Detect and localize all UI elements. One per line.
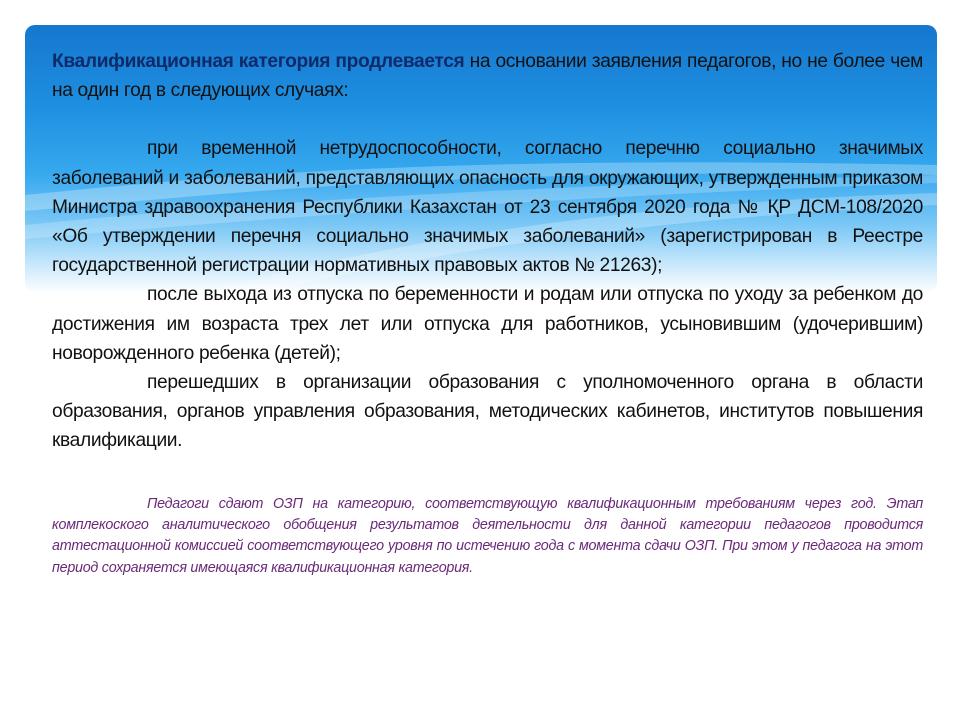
note-paragraph: Педагоги сдают ОЗП на категорию, соответствующую квалификационным требованиям через год. Этап комплекоского аналитического обобщения результатов деятельности для данной категории педагогов проводится аттестационной комиссией соответствующего уровня по истечению года с момента сдачи ОЗП. При этом у педагога на этот период сохраняется имеющаяся квалификационная категория. <box>52 495 923 576</box>
intro-lead: Квалификационная категория продлевается <box>52 51 465 72</box>
list-item: после выхода из отпуска по беременности и родам или отпуска по уходу за ребенком до достижения им возраста трех лет или отпуска для работников, усыновившим (удочерившим) новорожденного ребенка (детей); <box>52 284 923 364</box>
spacer <box>52 105 923 134</box>
intro-rest: на основании заявления педагогов, но не более чем на один год в следующих случаях: <box>52 51 923 102</box>
slide-content <box>52 47 923 579</box>
intro-paragraph <box>52 47 923 105</box>
list-item: при временной нетрудоспособности, согласно перечню социально значимых заболеваний и заболеваний, представляющих опасность для окружающих, утвержденным приказом Министра здравоохранения Республики Казахстан от 23 сентября 2020 года № ҚР ДСМ-108/2020 «Об утверждении перечня социально значимых заболеваний» (зарегистрирован в Реестре государственной регистрации нормативных правовых актов № 21263); <box>52 138 923 277</box>
list-item: перешедших в организации образования с уполномоченного органа в области образования, органов управления образования, методических кабинетов, институтов повышения квалификации. <box>52 372 923 452</box>
